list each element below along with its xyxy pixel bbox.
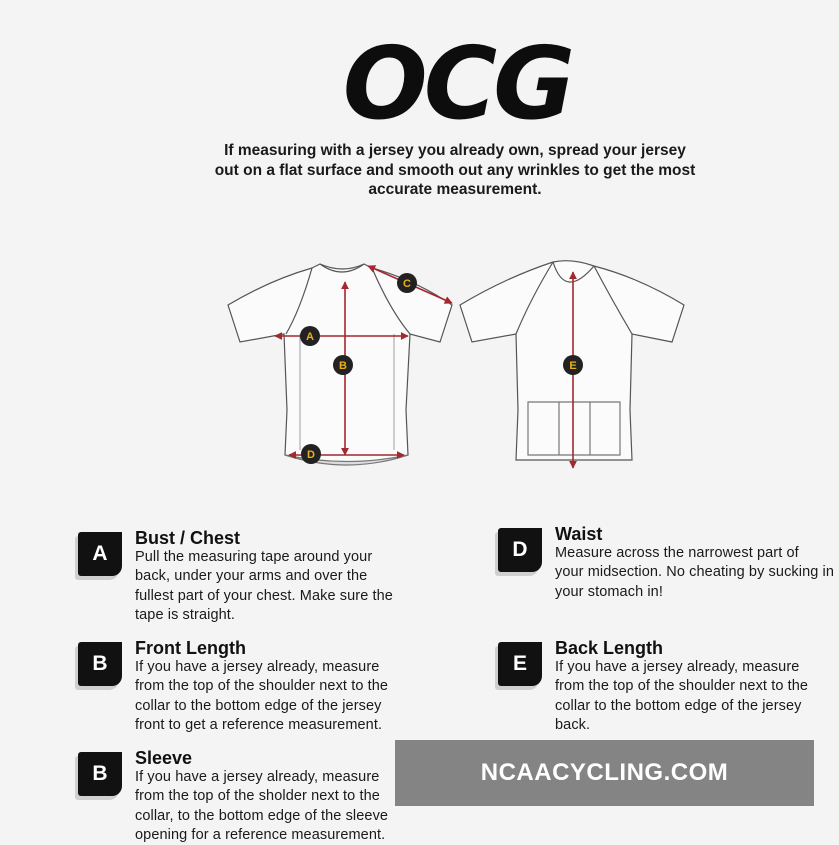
marker-a [300, 326, 320, 346]
jersey-diagram [0, 250, 839, 480]
marker-d-label: D [307, 449, 315, 461]
item-description: Measure across the narrowest part of your midsection. No cheating by sucking in your stomach in! [555, 545, 835, 600]
item-description: If you have a jersey already, measure from the top of the shoulder next to the collar to the bottom edge of the jersey back. [555, 659, 809, 733]
item-title: Sleeve [135, 748, 193, 768]
letter-badge: B [78, 752, 122, 796]
marker-c [397, 273, 417, 293]
item-title: Back Length [555, 638, 664, 658]
logo-text: OCG [342, 38, 572, 130]
item-title: Bust / Chest [135, 528, 241, 548]
ocg-logo [0, 38, 839, 130]
item-description: If you have a jersey already, measure from the top of the shoulder next to the collar to the bottom edge of the jersey front to get a reference measurement. [135, 659, 389, 733]
marker-b [333, 355, 353, 375]
letter-badge: B [78, 642, 122, 686]
marker-d [301, 444, 321, 464]
letter-badge: E [498, 642, 542, 686]
marker-e [563, 355, 583, 375]
item-description: Pull the measuring tape around your back, under your arms and over the fullest part of your chest. Make sure the tape is straight. [135, 549, 393, 623]
letter-badge: A [78, 532, 122, 576]
marker-e-label: E [569, 360, 577, 372]
marker-a-label: A [306, 331, 314, 343]
item-description: If you have a jersey already, measure from the top of the sholder next to the collar, to the bottom edge of the sleeve opening for a reference measurement. [135, 769, 389, 843]
marker-b-label: B [339, 360, 347, 372]
item-title: Waist [555, 524, 603, 544]
site-watermark: NCAACYCLING.COM [395, 740, 814, 806]
letter-badge: D [498, 528, 542, 572]
intro-text: If measuring with a jersey you already own, spread your jersey out on a flat surface and smooth out any wrinkles to get the most accurate measurement. [214, 142, 696, 198]
item-title: Front Length [135, 638, 246, 658]
marker-c-label: C [403, 278, 411, 290]
